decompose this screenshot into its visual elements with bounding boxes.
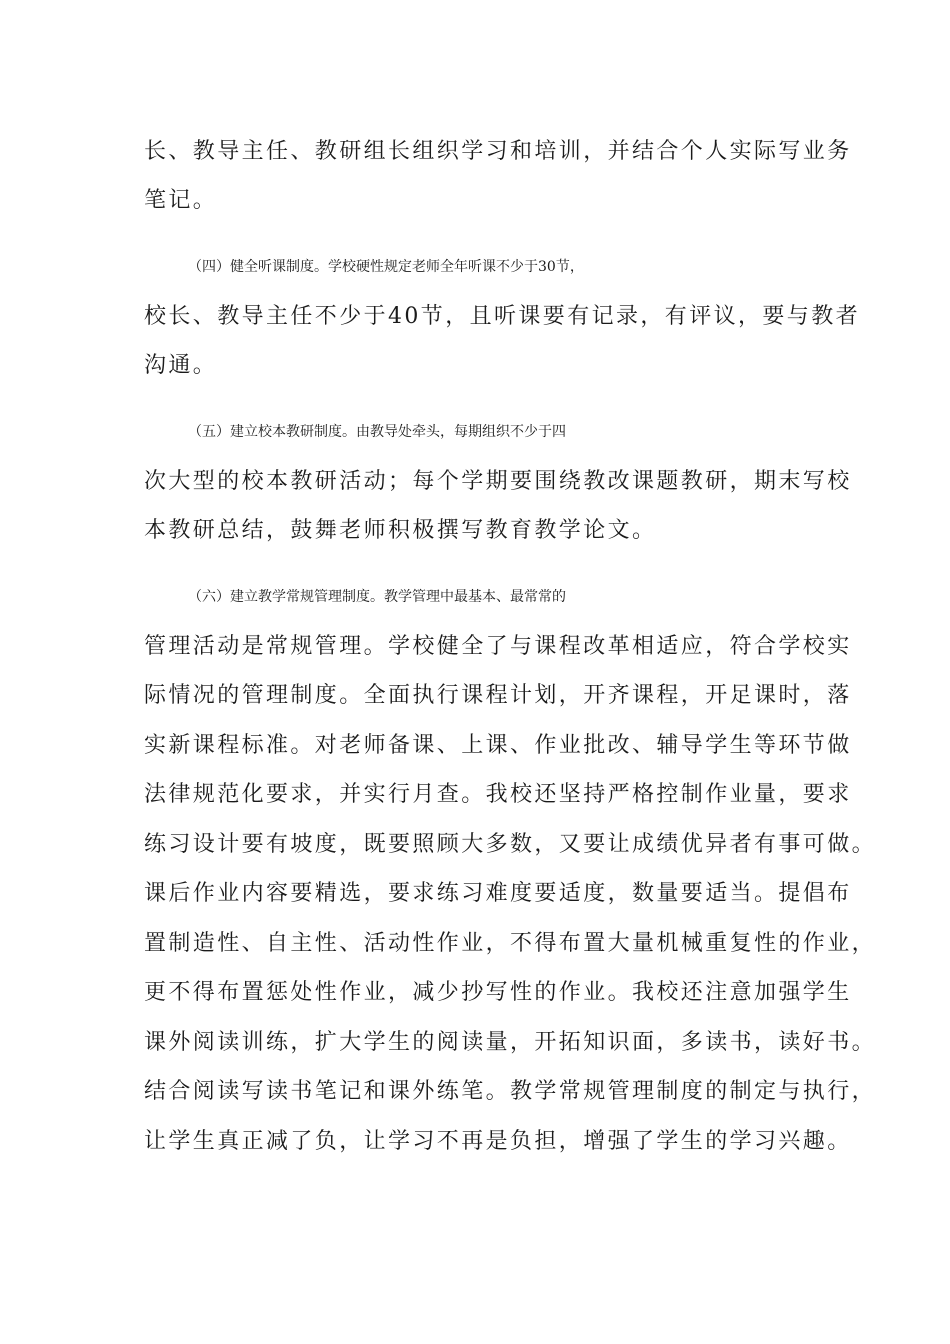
text-line: 长、教导主任、教研组长组织学习和培训，并结合个人实际写业务 — [144, 139, 852, 164]
paragraph-heading-line: （四）健全听课制度。学校硬性规定老师全年听课不少于30节， — [188, 259, 584, 275]
text-line: 课外阅读训练，扩大学生的阅读量，开拓知识面，多读书，读好书。 — [144, 1030, 877, 1055]
text-line: 置制造性、自主性、活动性作业，不得布置大量机械重复性的作业， — [144, 931, 877, 956]
text-line: 结合阅读写读书笔记和课外练笔。教学常规管理制度的制定与执行， — [144, 1079, 877, 1104]
text-line: 更不得布置惩处性作业，减少抄写性的作业。我校还注意加强学生 — [144, 980, 852, 1005]
text-line: 法律规范化要求，并实行月查。我校还坚持严格控制作业量，要求 — [144, 782, 852, 807]
text-line: 实新课程标准。对老师备课、上课、作业批改、辅导学生等环节做 — [144, 733, 852, 758]
text-line: 笔记。 — [144, 188, 218, 213]
text-line: 校长、教导主任不少于40节，且听课要有记录，有评议，要与教者 — [144, 304, 860, 329]
text-line: 沟通。 — [144, 353, 218, 378]
paragraph-heading-line: （六）建立教学常规管理制度。教学管理中最基本、最常常的 — [188, 589, 566, 605]
text-line: 课后作业内容要精选，要求练习难度要适度，数量要适当。提倡布 — [144, 881, 852, 906]
text-line: 次大型的校本教研活动；每个学期要围绕教改课题教研，期末写校 — [144, 469, 852, 494]
text-line: 本教研总结，鼓舞老师积极撰写教育教学论文。 — [144, 518, 657, 543]
paragraph-heading-line: （五）建立校本教研制度。由教导处牵头，每期组织不少于四 — [188, 424, 566, 440]
text-line: 让学生真正减了负，让学习不再是负担，增强了学生的学习兴趣。 — [144, 1129, 852, 1154]
text-line: 练习设计要有坡度，既要照顾大多数，又要让成绩优异者有事可做。 — [144, 832, 877, 857]
text-line: 管理活动是常规管理。学校健全了与课程改革相适应，符合学校实 — [144, 634, 852, 659]
text-line: 际情况的管理制度。全面执行课程计划，开齐课程，开足课时，落 — [144, 683, 852, 708]
